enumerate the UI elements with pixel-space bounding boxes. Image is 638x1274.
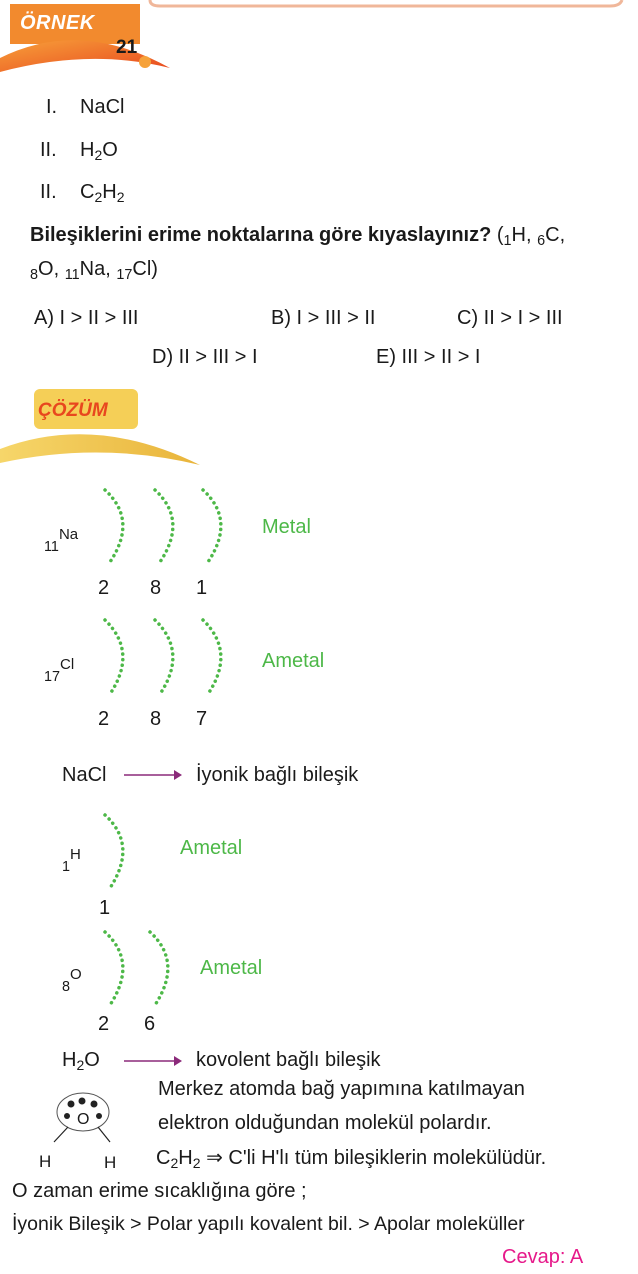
option-e: E) III > II > I xyxy=(376,346,481,368)
conclusion-line-1: O zaman erime sıcaklığına göre ; xyxy=(12,1180,307,1202)
na-shell-2 xyxy=(155,490,173,562)
c2h2-note: $C_2H_2$ ⇒ C'li H'lı tüm bileşiklerin molekülüdür. xyxy=(156,1147,547,1172)
arrow-icon-2 xyxy=(124,1050,186,1072)
lewis-left-h: H xyxy=(39,1152,52,1171)
lewis-center-o: O xyxy=(77,1111,90,1128)
na-shell-count-3: 1 xyxy=(196,577,208,599)
na-shell-3 xyxy=(203,490,221,562)
arrow-icon xyxy=(124,764,186,786)
note-line-2: elektron olduğundan molekül polardır. xyxy=(158,1112,492,1134)
question-prompt-line2: $_8$O, $_{11}$Na, $_{17}$Cl) xyxy=(30,258,158,284)
o-type: Ametal xyxy=(200,957,263,979)
h-shell-count-1: 1 xyxy=(99,897,111,919)
h2o-formula: $H_2O$ xyxy=(62,1049,100,1074)
option-b: B) I > III > II xyxy=(271,307,376,329)
item-3-formula: $C_2H_2$ xyxy=(80,181,125,206)
option-a: A) I > II > III xyxy=(34,307,139,329)
option-d: D) II > III > I xyxy=(152,346,258,368)
cozum-badge xyxy=(0,385,200,475)
cl-shell-1 xyxy=(105,620,123,694)
cl-shell-count-3: 7 xyxy=(196,708,208,730)
nacl-formula: NaCl xyxy=(62,764,107,786)
o-shell-count-1: 2 xyxy=(98,1013,110,1035)
cl-shell-count-2: 8 xyxy=(150,708,162,730)
cl-type: Ametal xyxy=(262,650,325,672)
question-prompt: Bileşiklerini erime noktalarına göre kıyaslayınız? ($_1H$, $_6$C, xyxy=(30,224,566,250)
na-type: Metal xyxy=(262,516,311,538)
h-symbol: $_1^H$ xyxy=(62,846,81,875)
shell-diagrams xyxy=(0,480,300,1020)
o-shell-2 xyxy=(150,932,168,1005)
nacl-result: İyonik bağlı bileşik xyxy=(196,764,359,786)
item-1-formula: NaCl xyxy=(80,96,125,118)
ornek-label: ÖRNEK xyxy=(20,12,95,34)
conclusion-line-2: İyonik Bileşik > Polar yapılı kovalent bil. > Apolar moleküller xyxy=(12,1213,525,1235)
cozum-label: ÇÖZÜM xyxy=(38,400,108,421)
cl-shell-3 xyxy=(203,620,221,694)
o-symbol: $_8^O$ xyxy=(62,966,82,995)
item-2-formula: $H_2O$ xyxy=(80,139,118,164)
example-number: 21 xyxy=(116,37,138,58)
prompt-bold: Bileşiklerini erime noktalarına göre kıyaslayınız? xyxy=(30,224,492,246)
lewis-right-h: H xyxy=(104,1153,117,1172)
na-shell-count-1: 2 xyxy=(98,577,110,599)
h-shell-1 xyxy=(105,815,123,888)
item-3-numeral: II. xyxy=(40,181,57,203)
o-shell-count-2: 6 xyxy=(144,1013,156,1035)
h2o-result: kovolent bağlı bileşik xyxy=(196,1049,381,1071)
cl-shell-2 xyxy=(155,620,173,694)
na-shell-1 xyxy=(105,490,123,562)
item-1-numeral: I. xyxy=(46,96,58,118)
cl-symbol: $_{17}^{Cl}$ xyxy=(44,656,75,685)
note-line-1: Merkez atomda bağ yapımına katılmayan xyxy=(158,1078,525,1100)
item-2-numeral: II. xyxy=(40,139,57,161)
cl-shell-count-1: 2 xyxy=(98,708,110,730)
na-shell-count-2: 8 xyxy=(150,577,162,599)
o-shell-1 xyxy=(105,932,123,1005)
answer: Cevap: A xyxy=(502,1246,584,1268)
option-c: C) II > I > III xyxy=(457,307,563,329)
h-type: Ametal xyxy=(180,837,243,859)
na-symbol: $_{11}^{Na}$ xyxy=(44,526,79,555)
